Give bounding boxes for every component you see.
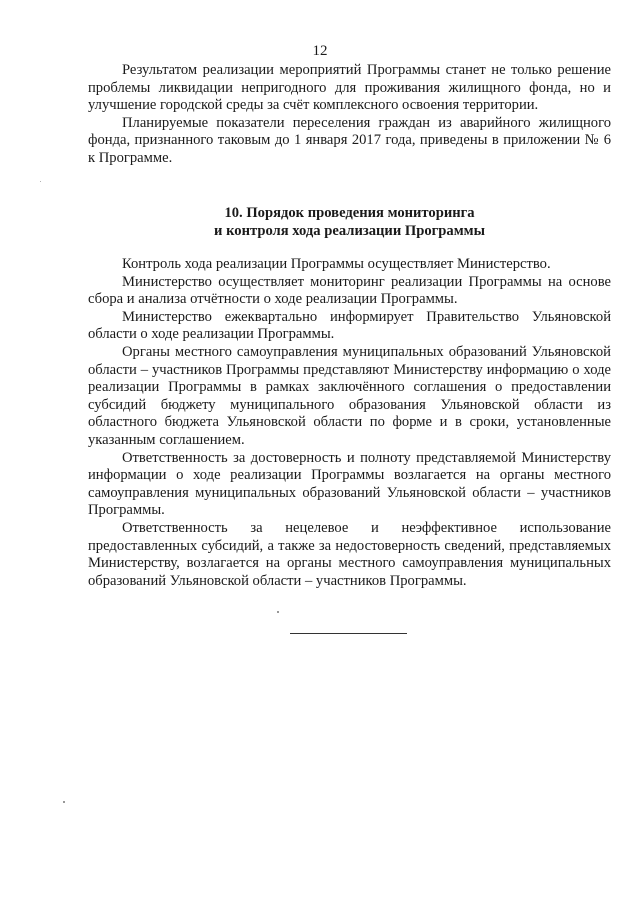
paragraph-control: Контроль хода реализации Программы осуществляет Министерство.: [122, 256, 551, 272]
scan-speck: [277, 611, 279, 613]
page-number: 12: [312, 43, 328, 59]
section-heading-line-2: и контроля хода реализации Программы: [214, 223, 485, 239]
section-heading: [88, 204, 611, 240]
paragraph-responsibility-accuracy: Ответственность за достоверность и полноту представляемой Министерству информации о ходе реализации Программы возлагается на органы местного самоуправления муниципальных образований Ульяновской области – участников Программы.: [88, 449, 611, 519]
paragraph-resettlement-indicators: Планируемые показатели переселения граждан из аварийного жилищного фонда, признанного таковым до 1 января 2017 года, приведены в приложении № 6 к Программе.: [88, 114, 611, 166]
paragraph-monitoring: Министерство осуществляет мониторинг реализации Программы на основе сбора и анализа отчётности о ходе реализации Программы.: [88, 273, 611, 308]
paragraph-local-authorities-info: Органы местного самоуправления муниципальных образований Ульяновской области – участников Программы представляют Министерству информацию о ходе реализации Программы в рамках заключённого соглашения о предоставлении субсидий бюджету муниципального образования Ульяновской области из областного бюджета Ульяновской области по форме и в сроки, установленные указанным соглашением.: [88, 343, 611, 448]
section-text-block: [88, 256, 611, 590]
intro-text-block: [88, 62, 611, 168]
section-heading-line-1: 10. Порядок проведения мониторинга: [224, 205, 475, 221]
paragraph-responsibility-misuse: Ответственность за нецелевое и неэффективное использование предоставленных субсидий, а также за недостоверность сведений, представляемых Министерству, возлагается на органы местного самоуправления муниципальных образований Ульяновской области – участников Программы.: [88, 519, 611, 589]
scan-speck: [40, 181, 41, 182]
paragraph-quarterly-report: Министерство ежеквартально информирует Правительство Ульяновской области о ходе реализации Программы.: [88, 308, 611, 343]
paragraph-program-results: Результатом реализации мероприятий Программы станет не только решение проблемы ликвидации непригодного для проживания жилищного фонда, но и улучшение городской среды за счёт комплексного освоения территории.: [88, 62, 611, 114]
closing-divider-line: [290, 633, 407, 634]
scan-speck: [63, 801, 65, 803]
